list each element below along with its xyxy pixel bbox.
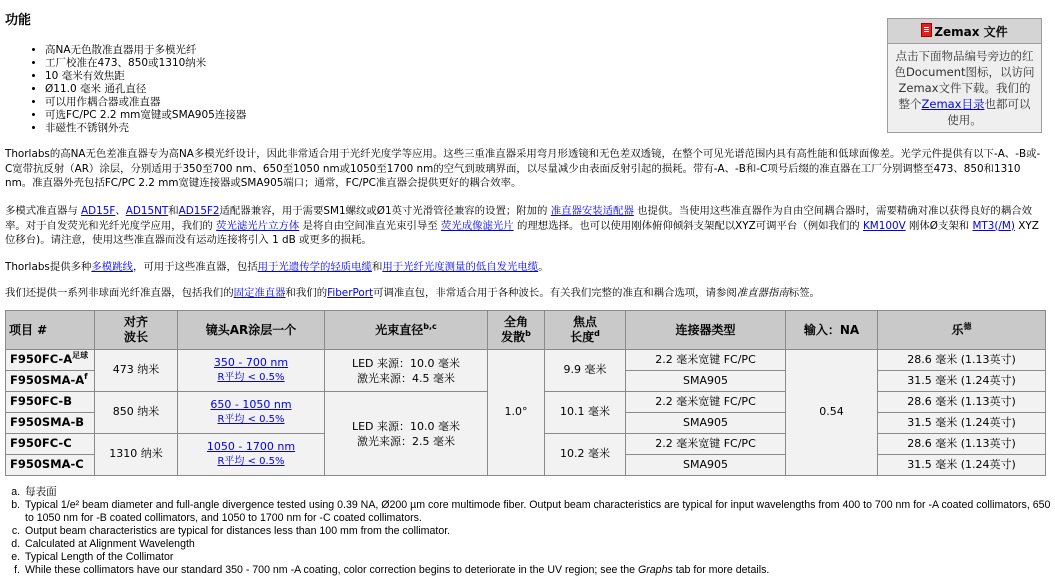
- fiberport-link[interactable]: FiberPort: [327, 287, 374, 299]
- connector-type: 2.2 毫米宽键 FC/PC: [626, 350, 786, 371]
- beam-diameter-cell: [325, 350, 488, 392]
- part-number: F950SMA-B: [6, 413, 95, 434]
- footnote: a. 每表面: [23, 486, 1053, 499]
- text: 刚体Ø支架和: [905, 219, 973, 232]
- footnote: e. Typical Length of the Collimator: [23, 551, 1053, 564]
- led-beam: LED 来源：10.0 毫米: [351, 419, 461, 433]
- connector-type: 2.2 毫米宽键 FC/PC: [626, 392, 786, 413]
- zemax-text-end: 也都可以使用。: [947, 97, 1031, 128]
- text: 。: [538, 261, 549, 273]
- connector-type: SMA905: [626, 371, 786, 392]
- collimator-guide-tab-name: 准直器指南: [736, 287, 789, 299]
- footnote-mark: f: [84, 372, 88, 382]
- text: 光束直径: [375, 322, 424, 337]
- zemax-text: 点击下面物品编号旁边的红色Document图标，以访问Zemax文件下载。我们的整个: [894, 49, 1035, 112]
- footnote-mark: b: [525, 329, 531, 338]
- text: 也提供。当使用这些准直器作为自由空间耦合器时，需要精确对准以获得良好的耦合效率。对于自发荧光和光纤光度学应用，我们的: [5, 205, 1032, 232]
- footnote-mark: d: [594, 329, 600, 338]
- text: 的理想选择。也可以使用刚体俯仰倾斜支架配以XYZ可调平台（例如我们的: [513, 219, 863, 232]
- feature-item: • 工厂校准在473、850或1310纳米: [45, 57, 745, 70]
- text: 可调准直包，非常适合用于各种波长。有关我们完整的准直和耦合选项，请参阅: [373, 287, 737, 299]
- text: 乐: [951, 322, 964, 337]
- col-header-beam-diameter: [325, 311, 488, 350]
- focal-length: 10.2 毫米: [545, 434, 626, 476]
- length: 31.5 毫米 (1.24英寸): [878, 371, 1046, 392]
- length: 31.5 毫米 (1.24英寸): [878, 413, 1046, 434]
- zemax-title: Zemax 文件: [934, 25, 1008, 39]
- alignment-wavelength: 473 纳米: [95, 350, 178, 392]
- text: 和: [371, 261, 383, 273]
- part-number: [6, 371, 95, 392]
- patch-cable-paragraph: [5, 260, 1045, 275]
- collimator-mount-adapter-link[interactable]: 准直器安装适配器: [550, 205, 634, 217]
- ar-range-link[interactable]: 1050 - 1700 nm: [206, 440, 296, 453]
- ad15f-link[interactable]: AD15F: [81, 205, 116, 217]
- page-content: [5, 12, 1051, 576]
- footnote: d. Calculated at Alignment Wavelength: [23, 538, 1053, 551]
- part-number: F950SMA-C: [6, 455, 95, 476]
- ar-range-link[interactable]: 650 - 1050 nm: [210, 398, 292, 411]
- text: 和: [168, 205, 179, 217]
- connector-type: SMA905: [626, 413, 786, 434]
- fixed-collimator-link[interactable]: 固定准直器: [233, 287, 286, 299]
- col-header-length: [878, 311, 1046, 350]
- document-icon: [921, 23, 932, 37]
- photometry-cable-link[interactable]: 用于光纤光度测量的低自发光电缆: [382, 261, 539, 273]
- beam-diameter-cell: [325, 392, 488, 476]
- ar-coating-cell: [178, 350, 325, 392]
- footnote: b. Typical 1/e² beam diameter and full-angle divergence tested using 0.39 NA, Ø200 µm core multimode fiber. Output beam characteristics are typical for input wavelengths from 400 to 700 nm for -A coated collimators, 650 to 1050 nm for -B coated collimators, and 1050 to 1700 nm for -C coated collimators.: [23, 499, 1053, 525]
- laser-beam: 激光来源：4.5 毫米: [357, 371, 455, 385]
- ar-coating-cell: [178, 392, 325, 434]
- text: 多模式准直器与: [5, 205, 82, 217]
- filter-cube-link[interactable]: 荧光滤光片立方体: [216, 219, 300, 232]
- led-beam: LED 来源：10.0 毫米: [351, 356, 461, 370]
- footnote-mark: 足球: [72, 351, 89, 361]
- length: 28.6 毫米 (1.13英寸): [878, 392, 1046, 413]
- text: tab for more details.: [672, 564, 770, 576]
- ar-ravg-link[interactable]: R平均 < 0.5%: [217, 372, 285, 383]
- feature-item: • 10 毫米有效焦距: [45, 70, 745, 83]
- part-number: [6, 350, 95, 371]
- ad15f2-link[interactable]: AD15F2: [178, 205, 220, 217]
- mt3-link[interactable]: MT3(/M): [972, 219, 1015, 232]
- col-header-divergence: [488, 311, 545, 350]
- part-number-text: F950FC-A: [10, 352, 73, 367]
- length: 31.5 毫米 (1.24英寸): [878, 455, 1046, 476]
- connector-type: SMA905: [626, 455, 786, 476]
- zemax-header: [888, 19, 1041, 44]
- features-list: [5, 44, 745, 135]
- ad15nt-link[interactable]: AD15NT: [125, 205, 169, 217]
- text: 是将自由空间准直光束引导至: [299, 219, 441, 232]
- ar-range-link[interactable]: 350 - 700 nm: [213, 356, 289, 369]
- col-header-wavelength: 对齐 波长: [95, 311, 178, 350]
- table-header-row: [6, 311, 1046, 350]
- feature-item: • 非磁性不锈钢外壳: [45, 122, 745, 135]
- feature-item: • 高NA无色散准直器用于多模光纤: [45, 44, 745, 57]
- part-number-text: F950SMA-A: [10, 373, 85, 388]
- focal-length: 10.1 毫米: [545, 392, 626, 434]
- connector-type: 2.2 毫米宽键 FC/PC: [626, 434, 786, 455]
- text: 全角 发散: [501, 315, 528, 344]
- text: While these collimators have our standard 350 - 700 nm -A coating, color correction begins to deteriorate in the UV region; see the: [25, 564, 639, 576]
- graphs-tab-name: Graphs: [638, 564, 673, 576]
- part-number: F950FC-C: [6, 434, 95, 455]
- footnote: c. Output beam characteristics are typical for distances less than 100 mm from the collimator.: [23, 525, 1053, 538]
- zemax-files-box: [887, 18, 1042, 133]
- focal-length: 9.9 毫米: [545, 350, 626, 392]
- feature-item: • 可以用作耦合器或准直器: [45, 96, 745, 109]
- footnote-mark: b,c: [423, 321, 437, 331]
- divergence: 1.0°: [488, 350, 545, 476]
- text: ，可用于这些准直器，包括: [132, 261, 258, 273]
- aspheric-paragraph: [5, 286, 1045, 301]
- length: 28.6 毫米 (1.13英寸): [878, 434, 1046, 455]
- feature-item: • 可选FC/PC 2.2 mm宽键或SMA905连接器: [45, 109, 745, 122]
- zemax-body: [888, 44, 1041, 132]
- input-na: 0.54: [786, 350, 878, 476]
- intro-paragraph: Thorlabs的高NA无色差准直器专为高NA多模光纤设计，因此非常适合用于光纤光度学等应用。这些三重准直器采用弯月形透镜和无色差双透镜，在整个可见光谱范围内具有高性能和低球面像差。光学元件提供有以下-A、-B或-C宽带抗反射（AR）涂层，分别适用于350至700 nm、650至1050 nm或1050至1700 nm的空气到玻璃界面，以尽量减少由表面反射引起的损耗。带有-A、-B和-C项号后缀的准直器在工厂分别调整至473、850和1310 nm。准直器外壳包括FC/PC 2.2 mm宽键连接器或SMA905端口；通常，FC/PC准直器会提供更好的耦合效率。: [5, 148, 1041, 189]
- ar-ravg-link[interactable]: R平均 < 0.5%: [217, 456, 285, 467]
- ar-ravg-link[interactable]: R平均 < 0.5%: [217, 414, 285, 425]
- col-header-connector: 连接器类型: [626, 311, 786, 350]
- feature-item: • Ø11.0 毫米 通孔直径: [45, 83, 745, 96]
- spec-table: [5, 310, 1046, 476]
- col-header-na: 输入：NA: [786, 311, 878, 350]
- laser-beam: 激光来源：2.5 毫米: [357, 434, 455, 448]
- footnote-mark: 德: [963, 321, 972, 331]
- features-heading: 功能: [5, 13, 32, 28]
- col-header-focal-length: [545, 311, 626, 350]
- text: 焦点 长度: [570, 315, 597, 344]
- optogenetics-cable-link[interactable]: 用于光遗传学的轻质电缆: [257, 261, 372, 273]
- compat-paragraph: [5, 204, 1045, 248]
- part-number: F950FC-B: [6, 392, 95, 413]
- footnote: [23, 564, 1053, 577]
- text: 我们还提供一系列非球面光纤准直器，包括我们的: [5, 287, 234, 299]
- alignment-wavelength: 850 纳米: [95, 392, 178, 434]
- multimode-patch-cable-link[interactable]: 多模跳线: [91, 261, 133, 273]
- text: 、: [115, 205, 126, 217]
- text: 标签。: [788, 287, 820, 299]
- alignment-wavelength: 1310 纳米: [95, 434, 178, 476]
- imaging-filter-link[interactable]: 荧光成像滤光片: [440, 219, 514, 232]
- ar-coating-cell: [178, 434, 325, 476]
- km100v-link[interactable]: KM100V: [862, 219, 906, 232]
- footnotes: [17, 486, 1053, 577]
- length: 28.6 毫米 (1.13英寸): [878, 350, 1046, 371]
- col-header-ar-coating: 镜头AR涂层一个: [178, 311, 325, 350]
- text: 和我们的: [285, 287, 328, 299]
- col-header-item: 项目 #: [6, 311, 95, 350]
- text: Thorlabs提供多种: [5, 261, 92, 273]
- text: 适配器兼容，用于需要SM1螺纹或Ø1英寸光滑管径兼容的设置；附加的: [219, 205, 551, 217]
- text: XYZ 位移台)。请注意，使用这些准直器而没有运动连接将引入 1 dB 或更多的损耗。: [5, 219, 1039, 246]
- zemax-catalog-link[interactable]: Zemax目录: [921, 97, 985, 112]
- table-row: [6, 350, 1046, 371]
